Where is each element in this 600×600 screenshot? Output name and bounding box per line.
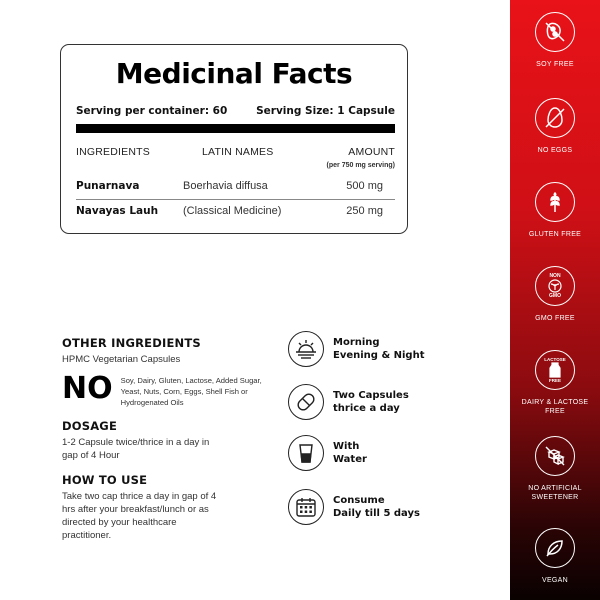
no-allergens-text: Soy, Dairy, Gluten, Lactose, Added Sugar, Yeast, Nuts, Corn, Eggs, Shell Fish or Hydrogenated Oils <box>120 376 262 407</box>
badge-label: NO EGGS <box>537 147 573 154</box>
lactose-ring-text: LACTOSE <box>544 357 566 362</box>
badge-no-artificial-sweetener <box>510 436 600 502</box>
badge-vegan <box>510 528 600 585</box>
capsule-line: thrice a day <box>333 403 400 414</box>
duration-item <box>288 489 420 525</box>
capsule-item <box>288 384 409 420</box>
timing-item <box>288 331 425 367</box>
ingredient-row <box>76 201 395 223</box>
soy-free-icon <box>535 12 575 52</box>
water-line: With <box>333 441 360 452</box>
gmo-text: GMO <box>549 293 561 299</box>
ingredient-amount: 250 mg <box>346 205 383 217</box>
dosage-section <box>62 419 209 462</box>
free-from-sidebar <box>510 0 600 600</box>
gmo-free-icon <box>535 266 575 306</box>
badge-lactose-free <box>510 350 600 416</box>
badge-label-line: DAIRY & LACTOSE <box>521 399 589 406</box>
header-latin-names: LATIN NAMES <box>202 146 274 158</box>
water-line: Water <box>333 454 367 465</box>
badge-gluten-free <box>510 182 600 239</box>
sunrise-icon <box>288 331 324 367</box>
badge-no-eggs <box>510 98 600 155</box>
badge-label-line: SWEETENER <box>531 494 579 501</box>
header-amount: AMOUNT <box>348 146 395 158</box>
badge-label <box>510 484 600 502</box>
how-to-use-line: Take two cap thrice a day in gap of 4 <box>62 491 217 502</box>
serving-size: Serving Size: 1 Capsule <box>256 105 395 117</box>
ingredient-amount: 500 mg <box>346 180 383 192</box>
facts-title: Medicinal Facts <box>115 57 353 90</box>
badge-label <box>510 398 600 416</box>
badge-label: SOY FREE <box>536 61 574 68</box>
dosage-line: 1-2 Capsule twice/thrice in a day in <box>62 437 210 448</box>
duration-line: Daily till 5 days <box>333 508 420 519</box>
medicinal-facts-panel <box>60 44 408 234</box>
gluten-free-icon <box>535 182 575 222</box>
badge-soy-free <box>510 12 600 69</box>
serving-per-container: Serving per container: 60 <box>76 105 228 117</box>
badge-label: GMO FREE <box>535 315 575 322</box>
dosage-line: gap of 4 Hour <box>62 450 120 461</box>
how-to-use-heading: HOW TO USE <box>62 473 148 487</box>
vegan-icon <box>535 528 575 568</box>
header-per-serving: (per 750 mg serving) <box>326 162 395 169</box>
badge-gmo-free <box>510 266 600 323</box>
ingredient-latin: (Classical Medicine) <box>183 205 282 217</box>
non-text: NON <box>549 273 561 279</box>
ingredient-row <box>76 176 395 200</box>
free-ring-text: FREE <box>548 378 561 383</box>
no-artificial-sweetener-icon <box>535 436 575 476</box>
badge-label-line: FREE <box>545 408 565 415</box>
no-allergens-block <box>62 372 281 408</box>
badge-label: GLUTEN FREE <box>528 231 582 238</box>
how-to-use-line: practitioner. <box>62 530 112 541</box>
water-item <box>288 435 367 471</box>
how-to-use-line: directed by your healthcare <box>62 517 177 528</box>
header-ingredients: INGREDIENTS <box>76 146 150 158</box>
divider-bar <box>76 124 395 133</box>
capsule-line: Two Capsules <box>333 390 409 401</box>
how-to-use-section <box>62 473 216 542</box>
no-label: NO <box>62 371 113 406</box>
lactose-free-icon <box>535 350 575 390</box>
how-to-use-line: hrs after your breakfast/lunch or as <box>62 504 209 515</box>
ingredient-name: Navayas Lauh <box>76 205 159 217</box>
water-glass-icon <box>288 435 324 471</box>
timing-line: Evening & Night <box>333 350 425 361</box>
duration-line: Consume <box>333 495 385 506</box>
no-eggs-icon <box>535 98 575 138</box>
other-ingredients-text: HPMC Vegetarian Capsules <box>62 354 181 365</box>
ingredient-name: Punarnava <box>76 180 140 192</box>
capsule-icon <box>288 384 324 420</box>
badge-label-line: NO ARTIFICIAL <box>528 485 582 492</box>
other-ingredients-heading: OTHER INGREDIENTS <box>62 336 201 350</box>
timing-line: Morning <box>333 337 380 348</box>
other-ingredients-section <box>62 336 201 366</box>
dosage-heading: DOSAGE <box>62 419 117 433</box>
badge-label: VEGAN <box>541 577 568 584</box>
ingredient-latin: Boerhavia diffusa <box>183 180 268 192</box>
serving-row <box>76 105 395 117</box>
calendar-icon <box>288 489 324 525</box>
